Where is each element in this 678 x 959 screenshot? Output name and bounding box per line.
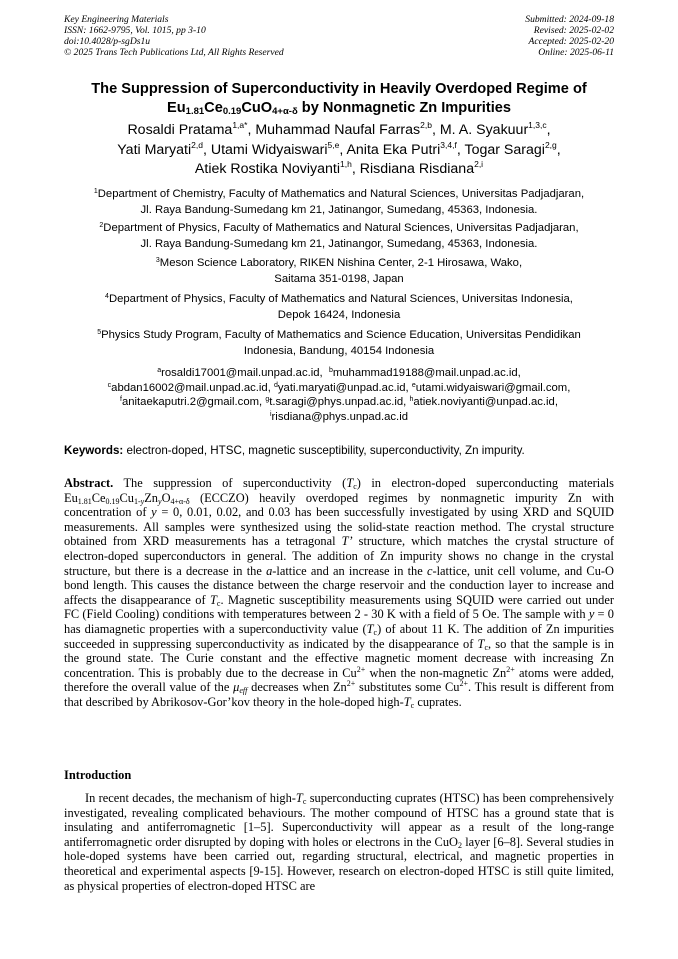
keywords-label: Keywords:	[64, 444, 124, 457]
affiliation-5	[50, 328, 628, 359]
accepted-date: Accepted: 2025-02-20	[528, 36, 614, 47]
author-sep: ,	[247, 122, 256, 138]
abstract-text: . Magnetic susceptibility measurements using SQUID were carried out under FC (Field Cooling) conditions with temperatures between 2 - 30 K with a field of 5 Oe. The sample with	[64, 592, 615, 622]
author-name: Risdiana Risdiana	[359, 161, 475, 177]
section-heading-introduction: Introduction	[64, 768, 132, 782]
author-sep: ,	[339, 141, 347, 158]
abstract-text: -lattice and an increase in the	[272, 563, 427, 578]
email-key: g	[265, 396, 270, 404]
abstract	[64, 476, 614, 710]
abstract-label: Abstract.	[64, 476, 114, 490]
affiliation-text: Department of Physics, Faculty of Mathematics and Natural Sciences, Universitas Padjadjaran,	[103, 222, 579, 234]
author-affil: 2,b	[420, 120, 432, 130]
title-eu: Eu	[167, 100, 186, 116]
author-name: Anita Eka Putri	[346, 141, 441, 158]
title-eu-sub: 1.81	[185, 106, 205, 117]
affiliation-address: Indonesia, Bandung, 40154 Indonesia	[243, 344, 435, 357]
email-link[interactable]: yati.maryati@unpad.ac.id	[277, 381, 406, 394]
email-key: h	[409, 396, 414, 404]
y-symbol: y	[588, 607, 595, 622]
affiliation-text: Physics Study Program, Faculty of Mathematics and Science Education, Universitas Pendidikan	[101, 329, 581, 341]
revised-date: Revised: 2025-02-02	[533, 25, 614, 36]
affiliation-number: 5	[97, 329, 102, 336]
affiliation-line	[50, 328, 628, 344]
y-symbol: y	[151, 505, 157, 520]
email-line-1: $^a$rosaldi17001@mail.unpad.ac.id, $^b$muhammad19188@mail.unpad.ac.id,	[157, 367, 521, 379]
paper-title	[40, 80, 638, 118]
title-ce-sub: 0.19	[222, 106, 242, 117]
affiliation-line	[50, 187, 628, 203]
tc-symbol: T	[403, 694, 411, 709]
abstract-text: atoms were added, therefore the overall value of the	[64, 665, 614, 695]
email-link[interactable]: atiek.noviyanti@unpad.ac.id	[413, 396, 555, 409]
email-key: d	[274, 381, 278, 389]
submitted-date: Submitted: 2024-09-18	[525, 14, 614, 25]
intro-text: In recent decades, the mechanism of high-	[85, 791, 296, 805]
online-date: Online: 2025-06-11	[538, 47, 614, 58]
journal-name: Key Engineering Materials	[64, 14, 169, 25]
email-line-3: $^f$anitaekaputri.2@gmail.com, $^g$t.saragi@phys.unpad.ac.id, $^h$atiek.noviyanti@unpad.ac.id,	[120, 396, 558, 409]
affiliation-number: 2	[99, 222, 104, 229]
tc-sub: c	[353, 482, 357, 491]
tprime-symbol: T’	[341, 534, 353, 549]
author-list	[40, 121, 638, 180]
tc-sub: c	[216, 598, 221, 608]
author-name: Atiek Rostika Noviyanti	[194, 161, 341, 177]
author-sep: ,	[431, 122, 440, 138]
email-link[interactable]: anitaekaputri.2@gmail.com	[121, 396, 260, 409]
tc-sub: c	[373, 627, 378, 637]
title-line-2	[40, 99, 638, 118]
tc-symbol: T	[477, 636, 485, 651]
abstract-text: , so that the sample is in the ground state. The Curie constant and the effective magnetic moment decrease with increasing Zn concentration. This is probably due to the decrease in Cu	[64, 636, 614, 680]
mu-sub: eff	[239, 686, 248, 696]
affiliation-4	[50, 292, 628, 323]
author-affil: 1,h	[340, 159, 352, 169]
affiliation-2	[50, 221, 628, 252]
author-sep: ,	[546, 122, 551, 138]
title-o-sub: 4+α-δ	[272, 106, 298, 117]
abstract-text: (ECCZO) heavily overdoped regimes by nonmagnetic impurity Zn with concentration of	[64, 490, 614, 520]
tc-sub: c	[484, 642, 488, 652]
author-affil: 2,d	[191, 139, 203, 150]
email-key: a	[157, 367, 162, 374]
affiliation-1	[50, 187, 628, 218]
author-name: Utami Widyaiswari	[210, 141, 328, 158]
email-key: c	[107, 381, 112, 389]
email-key: i	[269, 410, 272, 418]
tc-symbol: T	[366, 621, 374, 636]
abstract-text: cuprates.	[414, 694, 462, 709]
affiliation-address: Jl. Raya Bandung-Sumedang km 21, Jatinangor, Sumedang, 45363, Indonesia.	[140, 237, 538, 250]
author-affil: 1,3,c	[528, 120, 547, 130]
email-key: e	[411, 381, 416, 389]
affiliation-line	[50, 221, 628, 237]
affiliation-text: Department of Chemistry, Faculty of Mathematics and Natural Sciences, Universitas Padjadjaran,	[97, 188, 585, 200]
tc-symbol: T	[346, 476, 354, 490]
author-affil: 5,e	[327, 139, 340, 150]
abstract-text: . This result is different from that described by Abrikosov-Gor’kov theory in the hole-doped high-	[64, 680, 615, 709]
charge-sup: 2+	[356, 664, 366, 674]
mu-symbol: μ	[233, 680, 240, 695]
abstract-text: decreases when Zn	[247, 680, 347, 695]
abstract-text: substitutes some Cu	[355, 680, 460, 695]
authors-line-3	[40, 160, 638, 180]
journal-issn: ISSN: 1662-9795, Vol. 1015, pp 3-10	[64, 25, 206, 36]
affiliation-address: Saitama 351-0198, Japan	[274, 272, 404, 285]
affiliation-text: Meson Science Laboratory, RIKEN Nishina Center, 2-1 Hirosawa, Wako,	[159, 257, 523, 269]
affiliation-address: Jl. Raya Bandung-Sumedang km 21, Jatinangor, Sumedang, 45363, Indonesia.	[140, 203, 538, 216]
journal-header	[64, 14, 284, 58]
email-line-4	[50, 410, 628, 425]
keywords	[64, 443, 614, 458]
charge-sup: 2+	[459, 679, 468, 689]
abstract-text: ) in electron-doped superconducting materials	[356, 476, 614, 490]
affiliation-number: 1	[93, 188, 98, 195]
introduction-paragraph	[64, 791, 614, 893]
author-affil: 3,4,f	[440, 139, 457, 150]
keywords-text: electron-doped, HTSC, magnetic susceptibility, superconductivity, Zn impurity.	[126, 444, 525, 457]
title-cuo: CuO	[241, 100, 273, 116]
title-ce: Ce	[204, 100, 223, 116]
email-list	[50, 366, 628, 424]
title-rest: by Nonmagnetic Zn Impurities	[297, 100, 511, 116]
author-name: Togar Saragi	[464, 141, 545, 158]
title-line-1: The Suppression of Superconductivity in Heavily Overdoped Regime of	[91, 81, 587, 97]
author-affil: 1,a*	[232, 120, 248, 130]
abstract-text: structure, which matches the crystal structure of electron-doped superconductors in general. The addition of Zn impurity shows no change in the crystal structure, but there is a decrease in the	[64, 534, 614, 578]
affiliation-address: Depok 16424, Indonesia	[277, 308, 401, 321]
author-name: M. A. Syakuur	[439, 122, 529, 138]
intro-text: layer [6–8]. Several studies in hole-doped systems have been carried out, regarding structural, electrical, and magnetic properties in theoretical and experimental aspects [9-15]. However, research on electron-doped HTSC is still quite limited, as physical properties of electron-doped HTSC are	[64, 834, 614, 893]
affiliation-3	[50, 256, 628, 287]
email-link[interactable]: utami.widyaiswari@gmail.com	[415, 381, 568, 394]
abstract-text: = 0, 0.01, 0.02, and 0.03 has been successfully investigated by using XRD and SQUID measurements. All samples were synthesized using the solid-state reaction method. The crystal structure obtained from XRD measurements has a tetragonal	[64, 505, 614, 549]
author-name: Rosaldi Pratama	[127, 122, 233, 138]
author-sep: ,	[556, 141, 561, 158]
author-sep: ,	[456, 141, 465, 158]
author-name: Yati Maryati	[117, 141, 192, 158]
authors-line-1	[40, 121, 638, 141]
cuo2-sub: 2	[457, 840, 462, 850]
author-affil: 2,g	[544, 139, 557, 150]
abstract-text: ) of about 11 K. The addition of Zn impurities succeeded in suppressing superconductivity as indicated by the disappearance of	[64, 621, 615, 651]
affiliation-number: 4	[105, 293, 109, 300]
abstract-text: The suppression of superconductivity (	[123, 476, 347, 490]
email-line-2: $^c$abdan16002@mail.unpad.ac.id, $^d$yati.maryati@unpad.ac.id, $^e$utami.widyaiswari@gmail.com,	[107, 381, 571, 394]
a-symbol: a	[266, 563, 273, 578]
affiliation-text: Department of Physics, Faculty of Mathematics and Natural Sciences, Universitas Indonesia,	[108, 293, 573, 305]
affiliation-line	[50, 256, 628, 272]
abstract-text: when the non-magnetic Zn	[365, 665, 507, 680]
tc-symbol: T	[295, 791, 303, 805]
abstract-text: = 0 has diamagnetic properties with a superconductivity value (	[64, 607, 614, 636]
tc-sub: c	[302, 797, 307, 806]
tc-sub: c	[410, 700, 415, 710]
email-link[interactable]: risdiana@phys.unpad.ac.id	[271, 410, 408, 423]
email-link[interactable]: t.saragi@phys.unpad.ac.id	[269, 396, 404, 409]
author-name: Muhammad Naufal Farras	[255, 122, 421, 138]
formula-ecczo: $Eu_{1.81}Ce_{0.19}Cu_{1-y}Zn_yO_{4+\alpha-\delta}$	[64, 490, 190, 506]
email-link[interactable]: abdan16002@mail.unpad.ac.id	[111, 381, 268, 394]
charge-sup: 2+	[506, 664, 515, 674]
email-key: f	[120, 396, 122, 404]
tc-symbol: T	[209, 592, 217, 607]
journal-copyright: © 2025 Trans Tech Publications Ltd, All Rights Reserved	[64, 47, 284, 58]
email-key: b	[328, 367, 333, 374]
intro-text: superconducting cuprates (HTSC) has been comprehensively investigated, revealing complicated behaviours. The mother compound of HTSC has a ground state that is insulating and antiferromagnetic [1–5]. Superconductivity will appear as a result of the long-range antiferromagnetic order disrupted by doping with holes or electrons in the CuO	[64, 791, 614, 849]
email-link[interactable]: muhammad19188@mail.unpad.ac.id	[332, 367, 518, 379]
dates-header	[525, 14, 614, 58]
journal-doi: doi:10.4028/p-sgDs1u	[64, 36, 151, 47]
affiliation-line	[50, 292, 628, 308]
author-sep: ,	[202, 141, 211, 158]
email-link[interactable]: rosaldi17001@mail.unpad.ac.id	[161, 367, 320, 379]
c-symbol: c	[426, 563, 433, 578]
authors-line-2	[40, 141, 638, 161]
affiliation-number: 3	[155, 257, 160, 264]
author-affil: 2,i	[474, 159, 484, 169]
abstract-text: -lattice, unit cell volume, and Cu-O bond length. This causes the distance between the charge reservoir and the conduction layer to increase and affects the disappearance of	[64, 563, 614, 607]
charge-sup: 2+	[346, 679, 356, 689]
author-sep: ,	[351, 161, 360, 177]
